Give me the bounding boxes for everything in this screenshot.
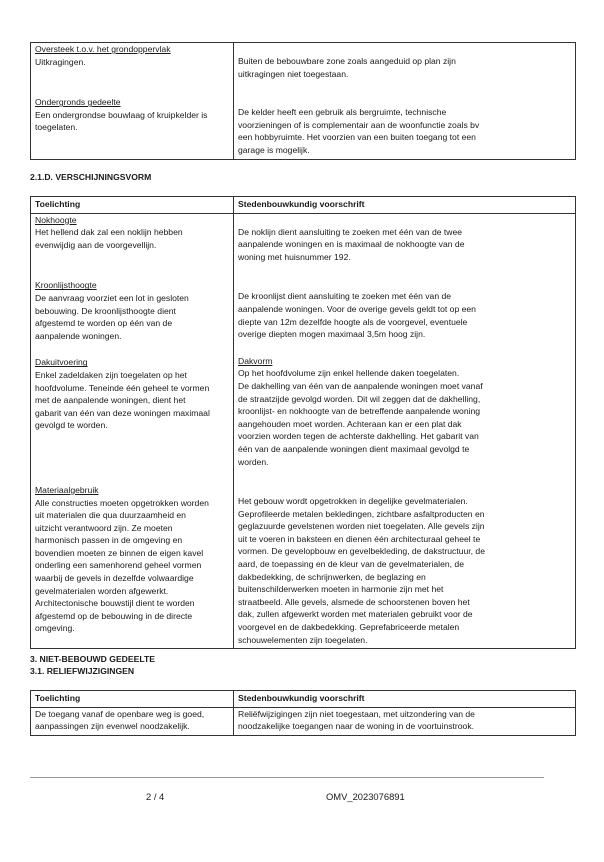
table-row (31, 213, 576, 649)
row-text: Uitkragingen. (35, 56, 86, 67)
section-title: 3. NIET-BEBOUWD GEDEELTE (30, 654, 155, 664)
row-text: De kelder heeft een gebruik als bergruimte, technische voorzieningen of is complementair aan de woonfunctie zoals bv een hobbyruimte. Het voorzien van een buiten toegang tot een garage is mogelijk. (238, 107, 480, 155)
right-cell (234, 43, 576, 160)
right-cell (234, 213, 576, 649)
footer-divider (30, 777, 544, 778)
top-table (30, 42, 576, 160)
row-heading: Kroonlijsthoogte (35, 280, 97, 291)
row-heading: Oversteek t.o.v. het grondoppervlak (35, 44, 171, 54)
header-left: Toelichting (31, 197, 234, 214)
header-left: Toelichting (31, 691, 234, 708)
row-heading: Ondergronds gedeelte (35, 97, 121, 108)
row-text: De aanvraag voorziet een lot in gesloten bebouwing. De kroonlijsthoogte dient afgestemd te worden op één van de aanpalende woningen. (35, 292, 189, 341)
row-text: Enkel zadeldaken zijn toegelaten op het hoofdvolume. Teneinde één geheel te vormen met de aanpalende woningen, dient het gabarit van één van deze woningen maximaal gevolgd te worden. (35, 369, 210, 431)
table-row (31, 43, 576, 160)
header-right: Stedenbouwkundig voorschrift (234, 691, 576, 708)
table-header-row (31, 691, 576, 708)
row-text: Het hellend dak zal een noklijn hebben evenwijdig aan de voorgevellijn. (35, 227, 183, 250)
row-heading: Nokhoogte (35, 214, 77, 225)
row-text: Op het hoofdvolume zijn enkel hellende daken toegelaten. De dakhelling van één van de aanpalende woningen moet vanaf de straatzijde gevolgd worden. Dit wil zeggen dat de dakhelling, kroonlijst- en nokhoogte van de betreffende aanpalende woning aangehouden moet worden. Achteraan kan er een plat dak voorzien worden tegen de achterste dakhelling. Het gabarit van één van de aanpalende woningen dient maximaal gevolgd te worden. (238, 368, 483, 467)
row-text: Reliëfwijzigingen zijn niet toegestaan, met uitzondering van de noodzakelijke toegangen naar de woning in de voortuinstrook. (238, 708, 475, 732)
row-text: De kroonlijst dient aansluiting te zoeken met één van de aanpalende woningen. Voor de overige gevels geldt tot op een diepte van 12m dezelfde hoogte als de voorgevel, eventuele overige diepten mogen maximaal 3,5m hoog zijn. (238, 291, 476, 340)
row-heading: Materiaalgebruik (35, 484, 99, 495)
left-cell (31, 43, 234, 160)
section-title: 2.1.D. VERSCHIJNINGSVORM (30, 172, 152, 182)
row-text: Alle constructies moeten opgetrokken worden uit materialen die qua duurzaamheid en uitzicht verantwoord zijn. Ze moeten harmonisch passen in de omgeving en bovendien moeten ze binnen de eigen kavel onderling een samenhorend geheel vormen waarbij de gevels in dezelfde volwaardige gevelmaterialen worden afgewerkt. Architectonische bouwstijl dient te worden afgestemd op de bebouwing in de directe omgeving. (35, 497, 209, 634)
row-text: Een ondergrondse bouwlaag of kruipkelder is toegelaten. (35, 109, 208, 133)
left-cell (31, 213, 234, 649)
table-header-row (31, 197, 576, 214)
appearance-table (30, 196, 576, 649)
right-cell (234, 707, 576, 735)
relief-table (30, 690, 576, 736)
section-subtitle: 3.1. RELIEFWIJZIGINGEN (30, 666, 135, 676)
row-text: De toegang vanaf de openbare weg is goed, aanpassingen zijn evenwel noodzakelijk. (35, 708, 205, 732)
table-row (31, 707, 576, 735)
row-text: Het gebouw wordt opgetrokken in degelijke gevelmaterialen. Geprofileerde metalen bekledingen, zichtbare asfaltproducten en geglazuurde gevelstenen worden niet toegelaten. Alle gevels zijn uit te voeren in baksteen en dienen één architecturaal geheel te vormen. De gevelopbouw en gevelbekleding, de dakstructuur, de aard, de toepassing en de kleur van de gevelmaterialen, de dakbedekking, de schrijnwerken, de beglazing en buitenschilderwerken moeten in harmonie zijn met het straatbeeld. Alle gevels, alsmede de schoorstenen boven het dak, zullen afgewerkt worden met materialen gebruikt voor de voorgevel en de dakbedekking. Geprefabriceerde metalen schouwelementen zijn toegelaten. (238, 496, 485, 645)
document-reference: OMV_2023076891 (326, 791, 405, 802)
row-text: De noklijn dient aansluiting te zoeken met één van de twee aanpalende woningen en is maximaal de nokhoogte van de woning met huisnummer 192. (238, 226, 465, 262)
row-heading: Dakuitvoering (35, 357, 88, 368)
row-text: Buiten de bebouwbare zone zoals aangeduid op plan zijn uitkragingen niet toegestaan. (238, 56, 456, 79)
left-cell (31, 707, 234, 735)
header-right: Stedenbouwkundig voorschrift (234, 197, 576, 214)
row-heading: Dakvorm (238, 355, 273, 366)
page-number: 2 / 4 (146, 791, 165, 802)
